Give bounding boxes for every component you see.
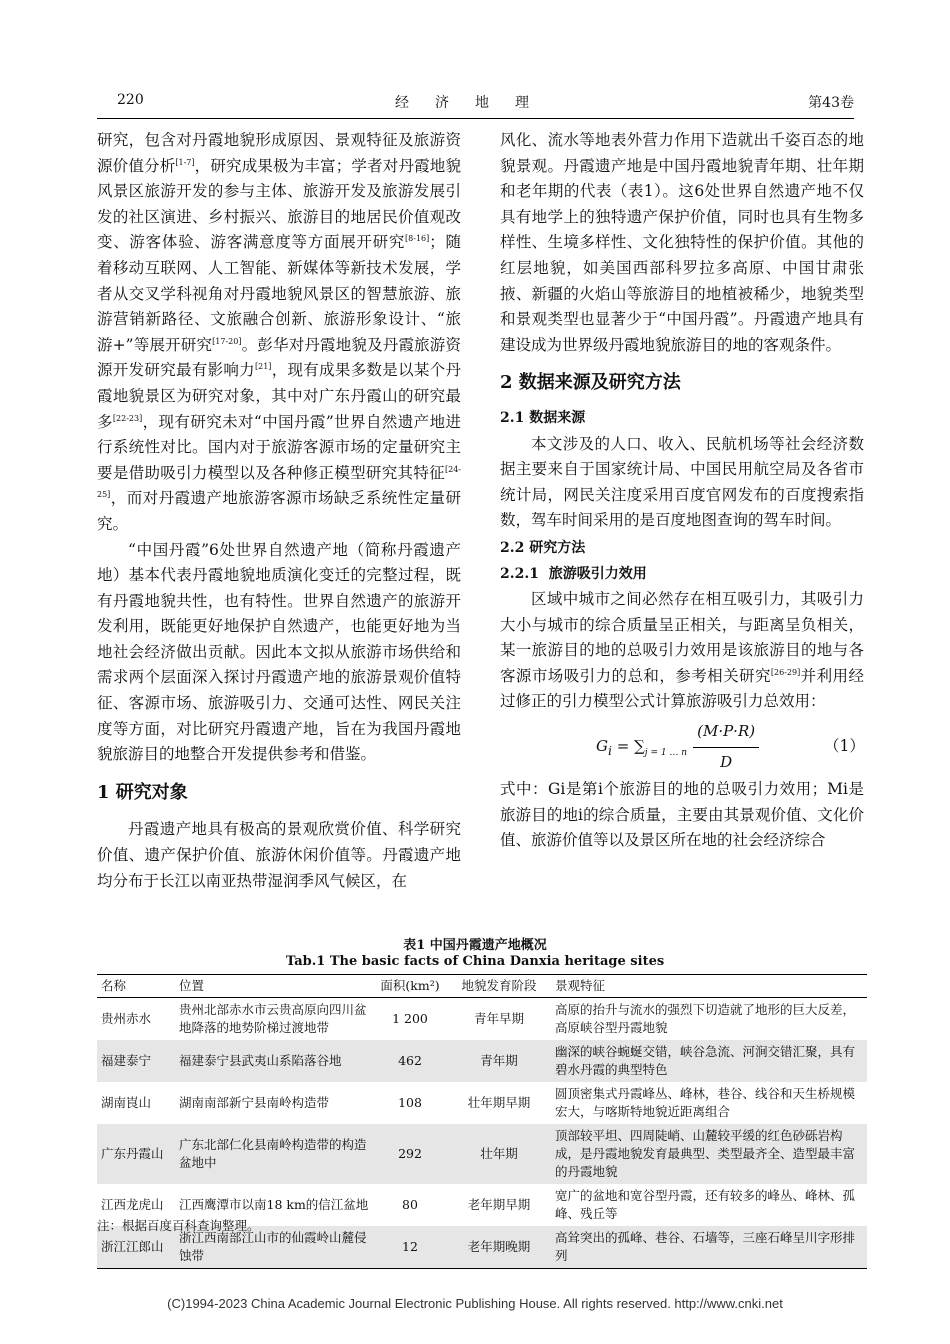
- header-rule: [97, 118, 854, 119]
- text-span: ，现有成果多数是以某个丹霞地貌景区为研究对象，其中对广东丹霞山的研究最多: [97, 361, 461, 431]
- copyright-footer: (C)1994-2023 China Academic Journal Electronic Publishing House. All rights reserved. http://www.cnki.net: [167, 1296, 783, 1311]
- cell-stage: 壮年期早期: [467, 1095, 531, 1110]
- text-span: ；随着移动互联网、人工智能、新媒体等新技术发展，学者从交叉学科视角对丹霞地貌风景区的智慧旅游、旅游营销新路径、文旅融合创新、旅游形象设计、“旅游+”等展开研究: [97, 233, 461, 354]
- paragraph-formula-explanation: 式中：Gi是第i个旅游目的地的总吸引力效用；Mi是旅游目的地i的综合质量，主要由其景观价值、文化价值、旅游价值等以及景区所在地的社会经济综合: [500, 780, 864, 850]
- table-row: [97, 1124, 867, 1184]
- formula-denominator: D: [720, 752, 733, 771]
- formula-fraction: [693, 719, 759, 775]
- journal-title: 经济地理: [395, 95, 555, 111]
- text-span: 并利用经过修正的引力模型公式计算旅游吸引力总效用：: [500, 666, 864, 711]
- text-span: 区域中城市之间必然存在相互吸引力，其吸引力大小与城市的综合质量呈正相关，与距离呈负相关，某一旅游目的地的总吸引力效用是该旅游目的地与各客源市场吸引力的总和，参考相关研究: [500, 590, 864, 685]
- paragraph-data-source: 本文涉及的人口、收入、民航机场等社会经济数据主要来自于国家统计局、中国民用航空局及各省市统计局，网民关注度采用百度官网发布的百度搜索指数，驾车时间采用的是百度地图查询的驾车时间。: [500, 434, 864, 530]
- formula-expression: [596, 719, 824, 775]
- cell-stage: 老年期晚期: [447, 1226, 551, 1269]
- section-1-heading: 1 研究对象: [97, 781, 188, 803]
- cell-location: 湖南南部新宁县南岭构造带: [179, 1095, 330, 1110]
- citation: [1-7]: [175, 157, 195, 167]
- cell-name: 福建泰宁: [97, 1040, 175, 1082]
- cell-location: 福建泰宁县武夷山系陷落谷地: [175, 1040, 373, 1082]
- cell-features: 宽广的盆地和宽谷型丹霞，还有较多的峰丛、峰林、孤峰、残丘等: [555, 1188, 856, 1221]
- paragraph-continued: 风化、流水等地表外营力作用下造就出千姿百态的地貌景观。丹霞遗产地是中国丹霞地貌青年期、壮年期和老年期的代表（表1）。这6处世界自然遗产地不仅具有地学上的独特遗产保护价值，同时也具有生物多样性、生境多样性、文化独特性的保护价值。其他的红层地貌，如美国西部科罗拉多高原、中国甘肃张掖、新疆的火焰山等旅游目的地植被稀少，地貌类型和景观类型也显著少于“中国丹霞”。丹霞遗产地具有建设成为世界级丹霞地貌旅游目的地的客观条件。: [500, 131, 864, 354]
- table-row: [97, 998, 867, 1041]
- citation: [8-16]: [405, 234, 430, 244]
- cell-features: 圆顶密集式丹霞峰丛、峰林，巷谷、线谷和天生桥规模宏大，与喀斯特地貌近距离组合: [555, 1086, 856, 1119]
- section-2-heading: 2 数据来源及研究方法: [500, 372, 681, 394]
- volume-label: 第43卷: [808, 95, 854, 111]
- formula-1: [500, 719, 864, 775]
- table-header-row: [97, 975, 867, 998]
- cell-features: 顶部较平坦、四周陡峭、山麓较平缓的红色砂砾岩构成，是丹霞地貌发育最典型、类型最齐全、造型最丰富的丹霞地貌: [551, 1124, 867, 1184]
- formula-lhs: G: [596, 737, 608, 756]
- citation: [21]: [254, 362, 272, 372]
- cell-features: 高耸突出的孤峰、巷谷、石墙等，三座石峰呈川字形排列: [551, 1226, 867, 1269]
- paragraph-literature: [97, 128, 461, 538]
- cell-name: 江西龙虎山: [101, 1197, 164, 1212]
- table-caption-en: Tab.1 The basic facts of China Danxia heritage sites: [285, 954, 665, 969]
- cell-stage: 壮年期: [447, 1124, 551, 1184]
- text-span: 。彭华对丹霞地貌及丹霞旅游资源开发研究最有影响力: [97, 335, 461, 380]
- cell-name: 湖南崀山: [101, 1095, 152, 1110]
- cell-name: 贵州赤水: [101, 1011, 152, 1026]
- subsection-2-2-1-heading: [500, 562, 864, 588]
- formula-subscript: i: [607, 743, 612, 759]
- subsection-2-1-heading: 2.1 数据来源: [500, 409, 586, 426]
- table-row: [97, 1040, 867, 1082]
- citation: [26-29]: [770, 667, 801, 677]
- citation: [24-25]: [97, 464, 461, 500]
- header-stage: 地貌发育阶段: [447, 975, 551, 998]
- formula-number: （1）: [824, 737, 865, 756]
- paragraph-research-object: 丹霞遗产地具有极高的景观欣赏价值、科学研究价值、遗产保护价值、旅游休闲价值等。丹霞遗产地均分布于长江以南亚热带湿润季风气候区，在: [97, 820, 461, 890]
- cell-area: 1 200: [392, 1011, 428, 1026]
- cell-area: 462: [373, 1040, 447, 1082]
- subsection-number: 2.2.1: [500, 565, 539, 582]
- cell-stage: 青年期: [447, 1040, 551, 1082]
- subsection-2-2-heading: 2.2 研究方法: [500, 539, 586, 556]
- table-note: 注：根据百度百科查询整理。: [97, 1218, 260, 1233]
- page-number: 220: [117, 92, 144, 108]
- citation: [22-23]: [112, 413, 143, 423]
- cell-area: 292: [373, 1124, 447, 1184]
- header-name: 名称: [97, 975, 175, 998]
- text-span: ，而对丹霞遗产地旅游客源市场缺乏系统性定量研究。: [97, 489, 461, 533]
- paragraph-attraction: [500, 587, 864, 715]
- left-column: [97, 128, 461, 894]
- table-row: [97, 1082, 867, 1124]
- formula-sum-limits: j = 1 … n: [644, 748, 688, 759]
- header-area: 面积(km²): [373, 975, 447, 998]
- cell-name: 广东丹霞山: [97, 1124, 175, 1184]
- cell-location: 江西鹰潭市以南18 km的信江盆地: [179, 1197, 369, 1212]
- right-column: [500, 128, 864, 854]
- cell-location: 浙江西南部江山市的仙霞岭山麓侵蚀带: [175, 1226, 373, 1269]
- cell-location: 贵州北部赤水市云贵高原向四川盆地降落的地势阶梯过渡地带: [179, 1002, 367, 1035]
- text-span: 研究，包含对丹霞地貌形成原因、景观特征及旅游资源价值分析: [97, 131, 461, 175]
- cell-name: 浙江江郎山: [97, 1226, 175, 1269]
- citation: [17-20]: [212, 336, 242, 346]
- cell-stage: 老年期早期: [467, 1197, 531, 1212]
- header-location: 位置: [175, 975, 373, 998]
- header-features: 景观特征: [551, 975, 867, 998]
- paragraph-intro-aim: “中国丹霞”6处世界自然遗产地（简称丹霞遗产地）基本代表丹霞地貌地质演化变迁的完整过程，既有丹霞地貌共性，也有特性。世界自然遗产的旅游开发利用，既能更好地保护自然遗产，也能更好地为当地社会经济做出贡献。因此本文拟从旅游市场供给和需求两个层面深入探讨丹霞遗产地的旅游景观价值特征、客源市场、旅游吸引力、交通可达性、网民关注度等方面，对比研究丹霞遗产地，旨在为我国丹霞地貌旅游目的地整合开发提供参考和借鉴。: [97, 540, 461, 764]
- formula-sum: = ∑: [611, 737, 645, 756]
- formula-numerator: (M·P·R): [693, 719, 759, 748]
- cell-stage: 青年早期: [473, 1011, 524, 1026]
- text-span: ，现有研究未对“中国丹霞”世界自然遗产地进行系统性对比。国内对于旅游客源市场的定量研究主要是借助吸引力模型以及各种修正模型研究其特征: [97, 412, 461, 482]
- cell-area: 12: [373, 1226, 447, 1269]
- table-caption-cn: 表1 中国丹霞遗产地概况: [403, 938, 547, 953]
- text-span: ，研究成果极为丰富；学者对丹霞地貌风景区旅游开发的参与主体、旅游开发及旅游发展引发的社区演进、乡村振兴、旅游目的地居民价值观改变、游客体验、游客满意度等方面展开研究: [97, 156, 461, 252]
- cell-area: 108: [398, 1095, 422, 1110]
- subsection-title: 旅游吸引力效用: [548, 565, 647, 582]
- cell-location: 广东北部仁化县南岭构造带的构造盆地中: [175, 1124, 373, 1184]
- cell-features: 高原的抬升与流水的强烈下切造就了地形的巨大反差，高原峡谷型丹霞地貌: [555, 1002, 856, 1035]
- cell-features: 幽深的峡谷蜿蜒交错，峡谷急流、河涧交错汇聚，具有碧水丹霞的典型特色: [551, 1040, 867, 1082]
- cell-area: 80: [402, 1197, 418, 1212]
